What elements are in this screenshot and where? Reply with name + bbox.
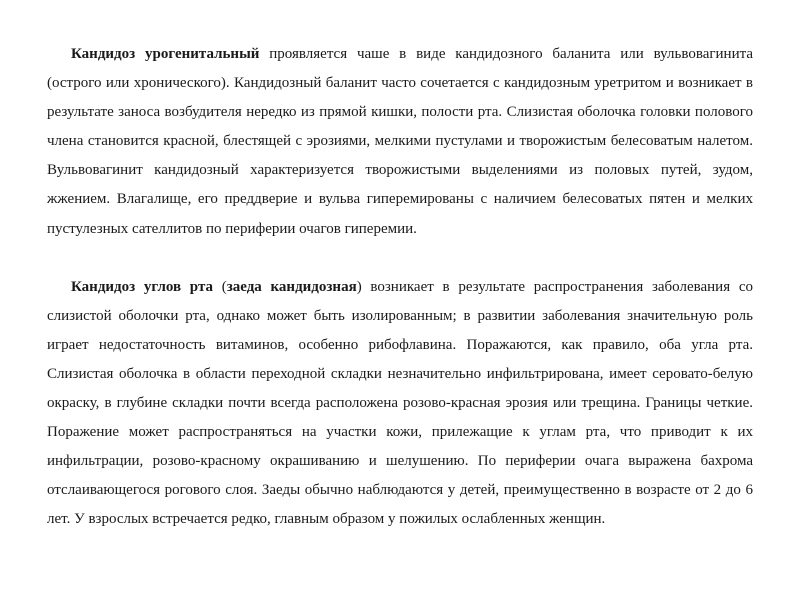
paragraph-text: ) возникает в результате распространения заболевания со слизистой оболочки рта, однако может быть изолированным; в развитии заболевания значительную роль играет недостаточность витаминов, особенно рибофлавина. Поражаются, как правило, оба угла рта. Слизистая оболочка в области переходной складки незначительно инфильтрирована, имеет серовато-белую окраску, в глубине складки почти всегда расположена розово-красная эрозия или трещина. Границы четкие. Поражение может распространяться на участки кожи, прилежащие к углам рта, что приводит к их инфильтрации, розово-красному окрашиванию и шелушению. По периферии очага выражена бахрома отслаивающегося рогового слоя. Заеды обычно наблюдаются у детей, преимущественно в возрасте от 2 до 6 лет. У взрослых встречается редко, главным образом у пожилых ослабленных женщин. <box>47 278 753 528</box>
term-urogenital-candidiasis: Кандидоз урогенитальный <box>71 46 260 62</box>
paragraph-urogenital-candidiasis <box>47 40 753 244</box>
paragraph-connector: ( <box>213 278 227 295</box>
paragraph-text: проявляется чаше в виде кандидозного баланита или вульвовагинита (острого или хронического). Кандидозный баланит часто сочетается с кандидозным уретритом и возникает в результате заноса возбудителя нередко из прямой кишки, полости рта. Слизистая оболочка головки полового члена становится красной, блестящей с эрозиями, мелкими пустулами и творожистым белесоватым налетом. Вульвовагинит кандидозный характеризуется творожистыми выделениями из половых путей, зудом, жжением. Влагалище, его преддверие и вульва гиперемированы с наличием белесоватых пятен и мелких пустулезных сателлитов по периферии очагов гиперемии. <box>47 46 754 237</box>
term-angular-candidiasis: Кандидоз углов рта <box>71 278 213 295</box>
document-page <box>47 40 753 535</box>
paragraph-angular-cheilitis <box>47 273 753 535</box>
term-candidal-cheilitis: заеда кандидозная <box>226 278 357 295</box>
